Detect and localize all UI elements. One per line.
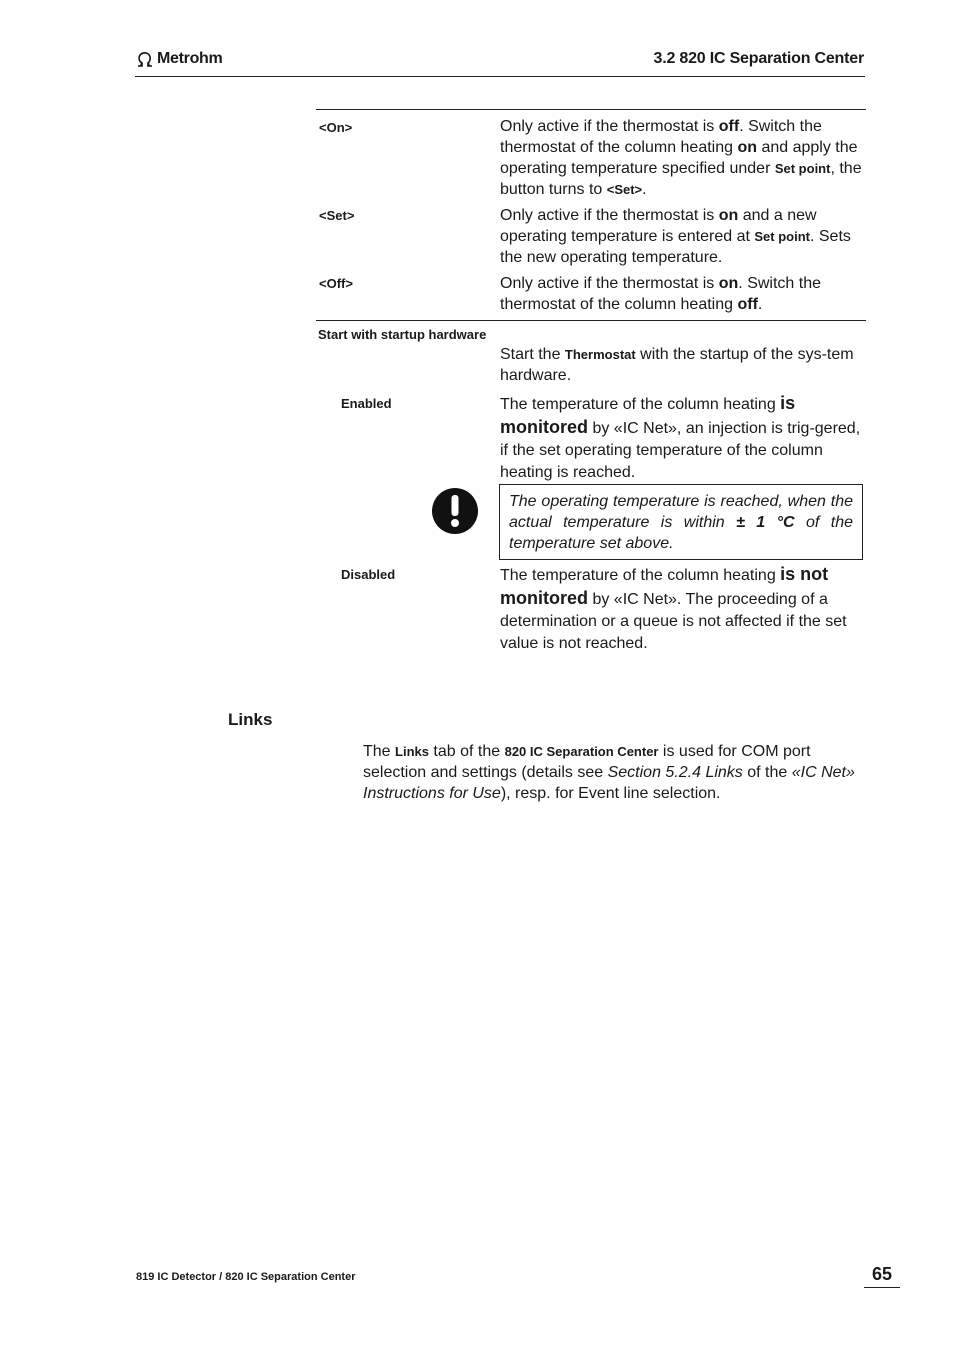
header-rule <box>135 76 865 77</box>
off-label: <Off> <box>319 276 353 291</box>
off-description: Only active if the thermostat is on. Switch the thermostat of the column heating off. <box>500 275 821 313</box>
exclamation-icon <box>431 487 479 535</box>
bold-run: on <box>718 207 739 224</box>
italic-run: «IC Net» Instructions for Use <box>363 764 855 802</box>
brand-logo <box>136 50 222 68</box>
ui-term: Set point <box>754 229 810 244</box>
bold-run: off <box>737 296 758 313</box>
bold-run: on <box>718 275 739 292</box>
footer-title: 819 IC Detector / 820 IC Separation Center <box>136 1271 356 1283</box>
ui-term: <Set> <box>606 182 643 197</box>
enabled-description: The temperature of the column heating is monitored by «IC Net», an injection is trig-gered, if the set operating temperature of the column heating is reached. <box>500 393 861 481</box>
set-description: Only active if the thermostat is on and a new operating temperature is entered at Set point. Sets the new operating temperature. <box>500 207 851 266</box>
italic-run: Section 5.2.4 Links <box>607 764 748 781</box>
ui-term: 820 IC Separation Center <box>504 744 659 759</box>
table-mid-rule <box>316 320 866 321</box>
on-label: <On> <box>319 120 353 135</box>
enabled-label: Enabled <box>341 396 392 411</box>
section-title: 3.2 820 IC Separation Center <box>653 50 864 67</box>
page-number: 65 <box>864 1262 900 1288</box>
metrohm-omega-icon <box>136 51 154 67</box>
bold-run: ± 1 °C <box>736 514 795 531</box>
note-box: The operating temperature is reached, when the actual temperature is within ± 1 °C of the temperature set above. <box>499 484 863 560</box>
startup-label: Start with startup hardware <box>318 327 487 342</box>
emphasis-run: is monitored <box>500 393 796 437</box>
ui-term: Links <box>395 744 429 759</box>
links-heading: Links <box>228 710 273 729</box>
startup-description: Start the Thermostat with the startup of the sys-tem hardware. <box>500 346 854 384</box>
bold-run: on <box>737 139 758 156</box>
links-paragraph: The Links tab of the 820 IC Separation Center is used for COM port selection and settings (details see Section 5.2.4 Links of the «IC Net» Instructions for Use), resp. for Event line selection. <box>363 743 855 802</box>
disabled-label: Disabled <box>341 567 396 582</box>
set-label: <Set> <box>319 208 355 223</box>
bold-run: off <box>718 118 740 135</box>
table-top-rule <box>316 109 866 110</box>
disabled-description: The temperature of the column heating is not monitored by «IC Net». The proceeding of a determination or a queue is not affected if the set value is not reached. <box>500 564 847 652</box>
on-description: Only active if the thermostat is off. Switch the thermostat of the column heating on and apply the operating temperature specified under Set point, the button turns to <Set>. <box>500 118 862 198</box>
ui-term: Set point <box>774 161 831 176</box>
ui-term: Thermostat <box>564 347 636 362</box>
emphasis-run: is not monitored <box>500 564 829 608</box>
brand-name: Metrohm <box>157 50 223 67</box>
